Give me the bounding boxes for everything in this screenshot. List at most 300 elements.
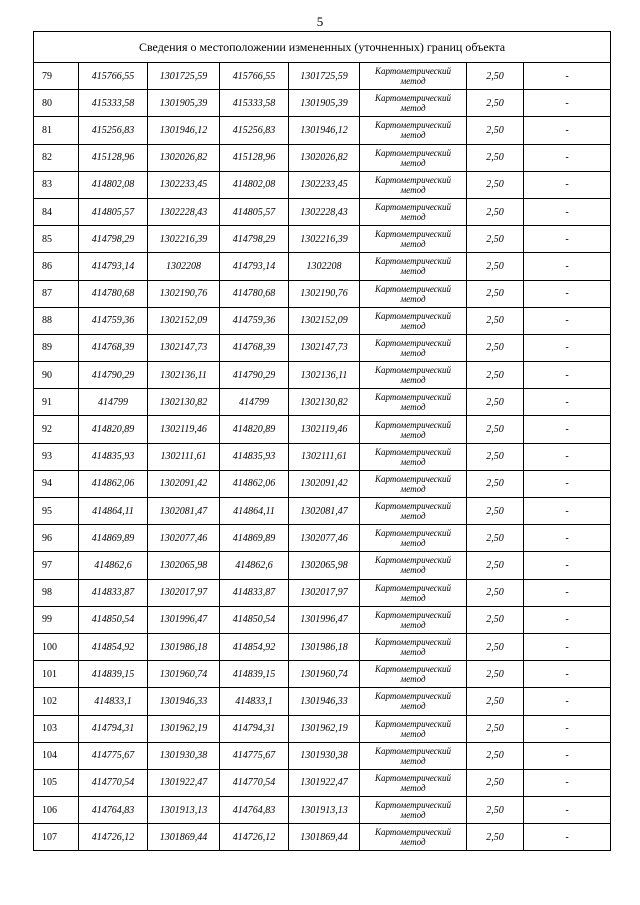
method-cell — [360, 470, 467, 497]
method-label-line2: метод — [400, 212, 426, 223]
note-cell: - — [524, 416, 611, 443]
note-cell: - — [524, 63, 611, 90]
table-row — [34, 226, 611, 253]
new-x-cell: 414805,57 — [220, 198, 289, 225]
new-y-cell: 1302136,11 — [289, 362, 360, 389]
existing-y-cell: 1301962,19 — [148, 715, 220, 742]
note-cell: - — [524, 498, 611, 525]
method-label-line2: метод — [400, 837, 426, 848]
accuracy-cell: 2,50 — [467, 443, 524, 470]
note-cell: - — [524, 253, 611, 280]
new-y-cell: 1302065,98 — [289, 552, 360, 579]
method-label-line2: метод — [400, 701, 426, 712]
point-number-cell: 89 — [34, 334, 79, 361]
note-cell: - — [524, 307, 611, 334]
method-cell — [360, 63, 467, 90]
table-row — [34, 253, 611, 280]
new-y-cell: 1302111,61 — [289, 443, 360, 470]
point-number-cell: 84 — [34, 198, 79, 225]
point-number-cell: 85 — [34, 226, 79, 253]
accuracy-cell: 2,50 — [467, 307, 524, 334]
note-cell: - — [524, 226, 611, 253]
new-x-cell: 414869,89 — [220, 525, 289, 552]
table-row — [34, 90, 611, 117]
table-row — [34, 144, 611, 171]
method-label-line1: Картометрический — [374, 283, 451, 294]
method-label-line1: Картометрический — [374, 202, 451, 213]
note-cell: - — [524, 90, 611, 117]
note-cell: - — [524, 198, 611, 225]
point-number-cell: 94 — [34, 470, 79, 497]
new-y-cell: 1302147,73 — [289, 334, 360, 361]
new-x-cell: 414799 — [220, 389, 289, 416]
note-cell: - — [524, 797, 611, 824]
new-x-cell: 414794,31 — [220, 715, 289, 742]
method-label-line1: Картометрический — [374, 637, 451, 648]
point-number-cell: 92 — [34, 416, 79, 443]
new-x-cell: 414764,83 — [220, 797, 289, 824]
new-y-cell: 1301962,19 — [289, 715, 360, 742]
table-title: Сведения о местоположении измененных (уточненных) границ объекта — [34, 32, 611, 63]
table-title-row — [34, 32, 611, 63]
table-row — [34, 688, 611, 715]
method-label-line2: метод — [400, 782, 426, 793]
existing-y-cell: 1302147,73 — [148, 334, 220, 361]
new-y-cell: 1301946,12 — [289, 117, 360, 144]
accuracy-cell: 2,50 — [467, 470, 524, 497]
point-number-cell: 98 — [34, 579, 79, 606]
point-number-cell: 88 — [34, 307, 79, 334]
method-cell — [360, 769, 467, 796]
boundary-coordinates-table — [33, 31, 611, 851]
point-number-cell: 81 — [34, 117, 79, 144]
method-label-line2: метод — [400, 755, 426, 766]
accuracy-cell: 2,50 — [467, 742, 524, 769]
point-number-cell: 107 — [34, 824, 79, 851]
existing-y-cell: 1301922,47 — [148, 769, 220, 796]
existing-y-cell: 1301986,18 — [148, 633, 220, 660]
existing-y-cell: 1301869,44 — [148, 824, 220, 851]
note-cell: - — [524, 769, 611, 796]
existing-y-cell: 1302233,45 — [148, 171, 220, 198]
method-label-line1: Картометрический — [374, 256, 451, 267]
method-label-line1: Картометрический — [374, 691, 451, 702]
existing-x-cell: 414726,12 — [79, 824, 148, 851]
existing-y-cell: 1302026,82 — [148, 144, 220, 171]
existing-x-cell: 415766,55 — [79, 63, 148, 90]
new-x-cell: 415256,83 — [220, 117, 289, 144]
existing-y-cell: 1301930,38 — [148, 742, 220, 769]
method-label-line1: Картометрический — [374, 419, 451, 430]
point-number-cell: 82 — [34, 144, 79, 171]
method-label-line1: Картометрический — [374, 609, 451, 620]
table-row — [34, 498, 611, 525]
accuracy-cell: 2,50 — [467, 90, 524, 117]
method-cell — [360, 688, 467, 715]
accuracy-cell: 2,50 — [467, 769, 524, 796]
method-cell — [360, 797, 467, 824]
new-x-cell: 414862,06 — [220, 470, 289, 497]
accuracy-cell: 2,50 — [467, 606, 524, 633]
existing-x-cell: 414764,83 — [79, 797, 148, 824]
method-label-line1: Картометрический — [374, 555, 451, 566]
new-x-cell: 415766,55 — [220, 63, 289, 90]
existing-y-cell: 1302081,47 — [148, 498, 220, 525]
existing-x-cell: 414799 — [79, 389, 148, 416]
method-cell — [360, 416, 467, 443]
accuracy-cell: 2,50 — [467, 389, 524, 416]
new-y-cell: 1302228,43 — [289, 198, 360, 225]
existing-x-cell: 414833,1 — [79, 688, 148, 715]
note-cell: - — [524, 334, 611, 361]
table-row — [34, 633, 611, 660]
existing-x-cell: 414794,31 — [79, 715, 148, 742]
new-y-cell: 1302119,46 — [289, 416, 360, 443]
note-cell: - — [524, 633, 611, 660]
accuracy-cell: 2,50 — [467, 171, 524, 198]
existing-x-cell: 414833,87 — [79, 579, 148, 606]
existing-y-cell: 1302152,09 — [148, 307, 220, 334]
table-row — [34, 661, 611, 688]
method-cell — [360, 362, 467, 389]
existing-x-cell: 414850,54 — [79, 606, 148, 633]
method-label-line2: метод — [400, 810, 426, 821]
table-row — [34, 416, 611, 443]
method-label-line2: метод — [400, 565, 426, 576]
new-y-cell: 1301996,47 — [289, 606, 360, 633]
new-y-cell: 1302026,82 — [289, 144, 360, 171]
new-x-cell: 415128,96 — [220, 144, 289, 171]
new-x-cell: 414835,93 — [220, 443, 289, 470]
existing-y-cell: 1301946,33 — [148, 688, 220, 715]
new-x-cell: 414854,92 — [220, 633, 289, 660]
existing-x-cell: 414802,08 — [79, 171, 148, 198]
new-x-cell: 414839,15 — [220, 661, 289, 688]
method-label-line2: метод — [400, 647, 426, 658]
table-row — [34, 443, 611, 470]
method-cell — [360, 117, 467, 144]
point-number-cell: 102 — [34, 688, 79, 715]
table-row — [34, 389, 611, 416]
method-cell — [360, 742, 467, 769]
method-cell — [360, 715, 467, 742]
table-row — [34, 742, 611, 769]
point-number-cell: 95 — [34, 498, 79, 525]
note-cell: - — [524, 280, 611, 307]
table-row — [34, 362, 611, 389]
method-label-line2: метод — [400, 184, 426, 195]
point-number-cell: 97 — [34, 552, 79, 579]
method-label-line2: метод — [400, 103, 426, 114]
new-x-cell: 414768,39 — [220, 334, 289, 361]
point-number-cell: 83 — [34, 171, 79, 198]
accuracy-cell: 2,50 — [467, 633, 524, 660]
new-x-cell: 414775,67 — [220, 742, 289, 769]
new-y-cell: 1301725,59 — [289, 63, 360, 90]
method-cell — [360, 525, 467, 552]
method-label-line1: Картометрический — [374, 174, 451, 185]
method-cell — [360, 443, 467, 470]
method-label-line2: метод — [400, 293, 426, 304]
new-y-cell: 1302130,82 — [289, 389, 360, 416]
table-row — [34, 334, 611, 361]
accuracy-cell: 2,50 — [467, 144, 524, 171]
method-label-line2: метод — [400, 511, 426, 522]
point-number-cell: 104 — [34, 742, 79, 769]
existing-x-cell: 414759,36 — [79, 307, 148, 334]
accuracy-cell: 2,50 — [467, 280, 524, 307]
new-y-cell: 1302190,76 — [289, 280, 360, 307]
new-y-cell: 1301905,39 — [289, 90, 360, 117]
method-label-line1: Картометрический — [374, 827, 451, 838]
note-cell: - — [524, 443, 611, 470]
method-label-line2: метод — [400, 266, 426, 277]
point-number-cell: 105 — [34, 769, 79, 796]
accuracy-cell: 2,50 — [467, 525, 524, 552]
table-row — [34, 552, 611, 579]
existing-y-cell: 1301725,59 — [148, 63, 220, 90]
point-number-cell: 79 — [34, 63, 79, 90]
new-y-cell: 1301913,13 — [289, 797, 360, 824]
method-cell — [360, 226, 467, 253]
note-cell: - — [524, 144, 611, 171]
new-x-cell: 414759,36 — [220, 307, 289, 334]
method-cell — [360, 90, 467, 117]
accuracy-cell: 2,50 — [467, 226, 524, 253]
method-label-line1: Картометрический — [374, 93, 451, 104]
point-number-cell: 90 — [34, 362, 79, 389]
table-row — [34, 198, 611, 225]
method-label-line1: Картометрический — [374, 446, 451, 457]
method-label-line1: Картометрический — [374, 745, 451, 756]
method-label-line1: Картометрический — [374, 392, 451, 403]
accuracy-cell: 2,50 — [467, 797, 524, 824]
note-cell: - — [524, 579, 611, 606]
method-cell — [360, 198, 467, 225]
point-number-cell: 101 — [34, 661, 79, 688]
new-y-cell: 1302077,46 — [289, 525, 360, 552]
accuracy-cell: 2,50 — [467, 253, 524, 280]
method-cell — [360, 389, 467, 416]
note-cell: - — [524, 661, 611, 688]
existing-x-cell: 415256,83 — [79, 117, 148, 144]
new-x-cell: 414862,6 — [220, 552, 289, 579]
new-x-cell: 415333,58 — [220, 90, 289, 117]
table-row — [34, 171, 611, 198]
accuracy-cell: 2,50 — [467, 63, 524, 90]
existing-y-cell: 1302017,97 — [148, 579, 220, 606]
method-label-line2: метод — [400, 347, 426, 358]
method-label-line2: метод — [400, 375, 426, 386]
existing-y-cell: 1302228,43 — [148, 198, 220, 225]
new-x-cell: 414798,29 — [220, 226, 289, 253]
method-label-line2: метод — [400, 402, 426, 413]
existing-x-cell: 414770,54 — [79, 769, 148, 796]
accuracy-cell: 2,50 — [467, 715, 524, 742]
existing-y-cell: 1302216,39 — [148, 226, 220, 253]
method-cell — [360, 661, 467, 688]
existing-y-cell: 1302111,61 — [148, 443, 220, 470]
existing-x-cell: 414780,68 — [79, 280, 148, 307]
point-number-cell: 87 — [34, 280, 79, 307]
existing-x-cell: 414869,89 — [79, 525, 148, 552]
note-cell: - — [524, 715, 611, 742]
method-label-line1: Картометрический — [374, 800, 451, 811]
existing-y-cell: 1302091,42 — [148, 470, 220, 497]
existing-x-cell: 414820,89 — [79, 416, 148, 443]
method-cell — [360, 307, 467, 334]
existing-x-cell: 414805,57 — [79, 198, 148, 225]
method-label-line1: Картометрический — [374, 528, 451, 539]
method-label-line1: Картометрический — [374, 664, 451, 675]
table-row — [34, 797, 611, 824]
new-y-cell: 1301869,44 — [289, 824, 360, 851]
new-y-cell: 1301922,47 — [289, 769, 360, 796]
existing-y-cell: 1302136,11 — [148, 362, 220, 389]
new-y-cell: 1301930,38 — [289, 742, 360, 769]
method-label-line1: Картометрический — [374, 582, 451, 593]
existing-y-cell: 1302119,46 — [148, 416, 220, 443]
new-x-cell: 414820,89 — [220, 416, 289, 443]
method-cell — [360, 552, 467, 579]
table-row — [34, 606, 611, 633]
method-label-line1: Картометрический — [374, 66, 451, 77]
method-label-line2: метод — [400, 456, 426, 467]
note-cell: - — [524, 688, 611, 715]
existing-x-cell: 414775,67 — [79, 742, 148, 769]
new-x-cell: 414770,54 — [220, 769, 289, 796]
existing-y-cell: 1302130,82 — [148, 389, 220, 416]
method-cell — [360, 633, 467, 660]
existing-y-cell: 1301996,47 — [148, 606, 220, 633]
new-y-cell: 1302081,47 — [289, 498, 360, 525]
method-cell — [360, 334, 467, 361]
table-row — [34, 307, 611, 334]
table-row — [34, 824, 611, 851]
method-cell — [360, 253, 467, 280]
new-y-cell: 1301986,18 — [289, 633, 360, 660]
method-label-line1: Картометрический — [374, 310, 451, 321]
new-x-cell: 414726,12 — [220, 824, 289, 851]
point-number-cell: 93 — [34, 443, 79, 470]
method-cell — [360, 280, 467, 307]
table-row — [34, 579, 611, 606]
existing-y-cell: 1302208 — [148, 253, 220, 280]
point-number-cell: 96 — [34, 525, 79, 552]
method-label-line1: Картометрический — [374, 120, 451, 131]
new-x-cell: 414864,11 — [220, 498, 289, 525]
table-row — [34, 715, 611, 742]
new-y-cell: 1302216,39 — [289, 226, 360, 253]
existing-x-cell: 414768,39 — [79, 334, 148, 361]
new-y-cell: 1302152,09 — [289, 307, 360, 334]
note-cell: - — [524, 470, 611, 497]
method-cell — [360, 824, 467, 851]
method-label-line2: метод — [400, 728, 426, 739]
method-label-line2: метод — [400, 130, 426, 141]
existing-y-cell: 1302190,76 — [148, 280, 220, 307]
new-y-cell: 1302208 — [289, 253, 360, 280]
point-number-cell: 106 — [34, 797, 79, 824]
new-y-cell: 1302233,45 — [289, 171, 360, 198]
accuracy-cell: 2,50 — [467, 362, 524, 389]
new-y-cell: 1302017,97 — [289, 579, 360, 606]
method-label-line2: метод — [400, 76, 426, 87]
note-cell: - — [524, 362, 611, 389]
method-label-line2: метод — [400, 592, 426, 603]
method-label-line2: метод — [400, 239, 426, 250]
existing-x-cell: 414839,15 — [79, 661, 148, 688]
note-cell: - — [524, 552, 611, 579]
existing-x-cell: 414790,29 — [79, 362, 148, 389]
method-label-line2: метод — [400, 538, 426, 549]
note-cell: - — [524, 171, 611, 198]
existing-x-cell: 415333,58 — [79, 90, 148, 117]
accuracy-cell: 2,50 — [467, 498, 524, 525]
method-cell — [360, 171, 467, 198]
existing-y-cell: 1302077,46 — [148, 525, 220, 552]
accuracy-cell: 2,50 — [467, 661, 524, 688]
method-label-line1: Картометрический — [374, 772, 451, 783]
point-number-cell: 80 — [34, 90, 79, 117]
note-cell: - — [524, 742, 611, 769]
table-row — [34, 117, 611, 144]
existing-y-cell: 1301905,39 — [148, 90, 220, 117]
method-label-line2: метод — [400, 320, 426, 331]
new-x-cell: 414802,08 — [220, 171, 289, 198]
point-number-cell: 99 — [34, 606, 79, 633]
new-y-cell: 1301946,33 — [289, 688, 360, 715]
table-row — [34, 769, 611, 796]
existing-x-cell: 414862,6 — [79, 552, 148, 579]
method-cell — [360, 579, 467, 606]
new-x-cell: 414790,29 — [220, 362, 289, 389]
new-x-cell: 414833,1 — [220, 688, 289, 715]
method-label-line2: метод — [400, 674, 426, 685]
note-cell: - — [524, 824, 611, 851]
method-label-line1: Картометрический — [374, 337, 451, 348]
existing-y-cell: 1302065,98 — [148, 552, 220, 579]
existing-y-cell: 1301960,74 — [148, 661, 220, 688]
existing-x-cell: 414798,29 — [79, 226, 148, 253]
note-cell: - — [524, 525, 611, 552]
method-label-line2: метод — [400, 157, 426, 168]
method-label-line1: Картометрический — [374, 147, 451, 158]
accuracy-cell: 2,50 — [467, 198, 524, 225]
method-label-line1: Картометрический — [374, 365, 451, 376]
accuracy-cell: 2,50 — [467, 579, 524, 606]
existing-x-cell: 414854,92 — [79, 633, 148, 660]
note-cell: - — [524, 606, 611, 633]
new-x-cell: 414780,68 — [220, 280, 289, 307]
point-number-cell: 103 — [34, 715, 79, 742]
new-x-cell: 414833,87 — [220, 579, 289, 606]
table-row — [34, 525, 611, 552]
existing-x-cell: 414864,11 — [79, 498, 148, 525]
new-y-cell: 1301960,74 — [289, 661, 360, 688]
accuracy-cell: 2,50 — [467, 552, 524, 579]
accuracy-cell: 2,50 — [467, 824, 524, 851]
point-number-cell: 91 — [34, 389, 79, 416]
method-label-line1: Картометрический — [374, 501, 451, 512]
existing-y-cell: 1301913,13 — [148, 797, 220, 824]
accuracy-cell: 2,50 — [467, 688, 524, 715]
page-number: 5 — [316, 14, 324, 29]
existing-x-cell: 414835,93 — [79, 443, 148, 470]
method-label-line2: метод — [400, 619, 426, 630]
method-cell — [360, 144, 467, 171]
method-label-line1: Картометрический — [374, 229, 451, 240]
